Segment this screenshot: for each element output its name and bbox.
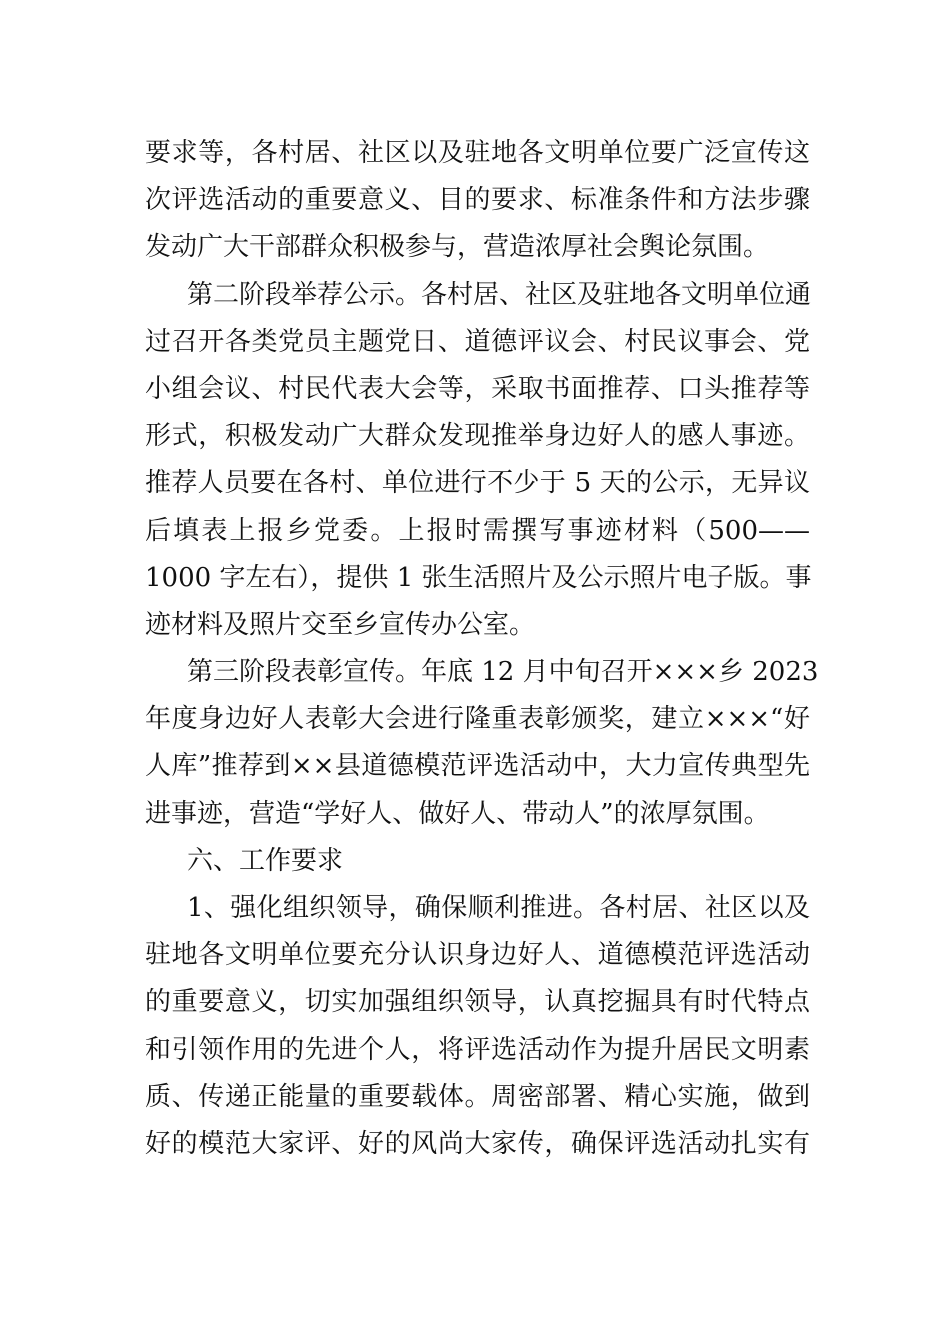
text-line: 小组会议、村民代表大会等，采取书面推荐、口头推荐等 <box>145 373 810 404</box>
text-line: 要求等，各村居、社区以及驻地各文明单位要广泛宣传这 <box>145 138 810 168</box>
text-line: 后填表上报乡党委。上报时需撰写事迹材料（500—— <box>145 515 810 546</box>
text-line: 发动广大干部群众积极参与，营造浓厚社会舆论氛围。 <box>145 232 770 263</box>
paragraph-start-line: 第三阶段表彰宣传。年底 12 月中旬召开×××乡 2023 <box>187 657 819 688</box>
text-line: 形式，积极发动广大群众发现推举身边好人的感人事迹。 <box>145 421 810 452</box>
text-line: 人库”推荐到××县道德模范评选活动中，大力宣传典型先 <box>145 751 810 782</box>
body-text <box>145 130 819 1168</box>
text-line: 驻地各文明单位要充分认识身边好人、道德模范评选活动 <box>145 940 810 971</box>
text-line: 和引领作用的先进个人，将评选活动作为提升居民文明素 <box>145 1034 810 1065</box>
text-line: 的重要意义，切实加强组织领导，认真挖掘具有时代特点 <box>145 987 810 1018</box>
section-heading: 六、工作要求 <box>187 845 344 876</box>
text-line: 年度身边好人表彰大会进行隆重表彰颁奖，建立×××“好 <box>145 704 810 735</box>
text-line: 质、传递正能量的重要载体。周密部署、精心实施，做到 <box>145 1081 810 1112</box>
paragraph-start-line: 1、强化组织领导，确保顺利推进。各村居、社区以及 <box>187 893 810 923</box>
text-line: 好的模范大家评、好的风尚大家传，确保评选活动扎实有 <box>145 1128 810 1159</box>
text-line: 过召开各类党员主题党日、道德评议会、村民议事会、党 <box>145 326 810 357</box>
text-line: 次评选活动的重要意义、目的要求、标准条件和方法步骤 <box>145 185 810 216</box>
text-line: 1000 字左右），提供 1 张生活照片及公示照片电子版。事 <box>145 562 812 593</box>
text-line: 推荐人员要在各村、单位进行不少于 5 天的公示，无异议 <box>145 468 810 499</box>
text-line: 进事迹，营造“学好人、做好人、带动人”的浓厚氛围。 <box>145 798 770 829</box>
paragraph-start-line: 第二阶段举荐公示。各村居、社区及驻地各文明单位通 <box>187 279 812 310</box>
text-line: 迹材料及照片交至乡宣传办公室。 <box>145 609 536 640</box>
